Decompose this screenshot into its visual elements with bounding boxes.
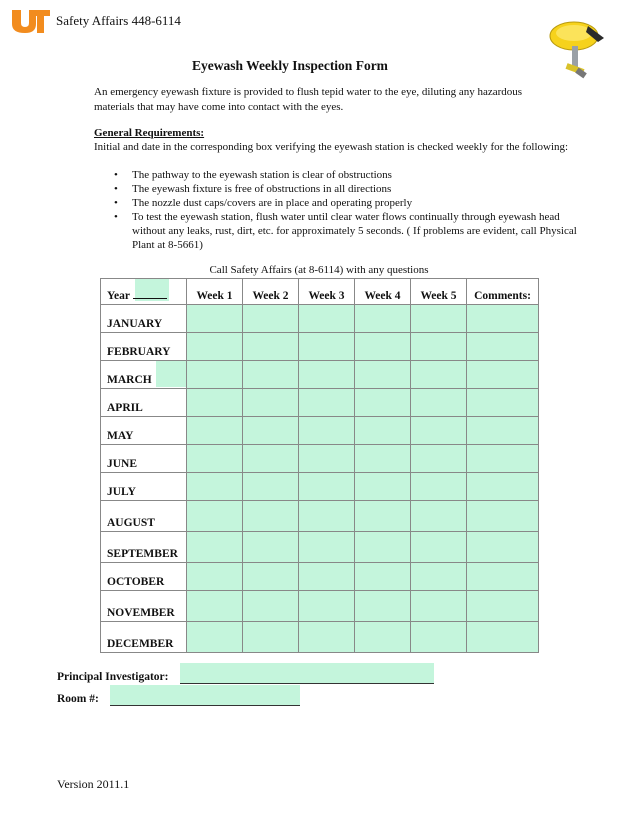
inspection-cell[interactable] — [243, 445, 299, 473]
inspection-cell[interactable] — [187, 361, 243, 389]
inspection-cell[interactable] — [187, 445, 243, 473]
column-header: Week 4 — [355, 279, 411, 305]
inspection-cell[interactable] — [411, 532, 467, 563]
requirements-list — [112, 168, 592, 252]
inspection-cell[interactable] — [299, 473, 355, 501]
inspection-cell[interactable] — [187, 333, 243, 361]
month-fill[interactable] — [156, 361, 186, 387]
table-row — [101, 501, 539, 532]
inspection-cell[interactable] — [187, 563, 243, 591]
inspection-cell[interactable] — [243, 591, 299, 622]
form-title: Eyewash Weekly Inspection Form — [192, 58, 388, 73]
month-name: OCTOBER — [107, 576, 165, 588]
year-blank — [133, 288, 167, 299]
inspection-cell[interactable] — [299, 445, 355, 473]
inspection-cell[interactable] — [299, 305, 355, 333]
month-label — [101, 389, 187, 417]
inspection-cell[interactable] — [187, 389, 243, 417]
inspection-cell[interactable] — [299, 333, 355, 361]
inspection-cell[interactable] — [467, 563, 539, 591]
inspection-cell[interactable] — [467, 361, 539, 389]
table-row — [101, 532, 539, 563]
ut-logo — [12, 8, 50, 39]
inspection-cell[interactable] — [467, 473, 539, 501]
inspection-cell[interactable] — [467, 532, 539, 563]
month-name: JUNE — [107, 458, 138, 470]
month-name: FEBRUARY — [107, 346, 171, 358]
month-label — [101, 563, 187, 591]
inspection-cell[interactable] — [411, 501, 467, 532]
table-row — [101, 473, 539, 501]
inspection-cell[interactable] — [355, 417, 411, 445]
inspection-cell[interactable] — [411, 389, 467, 417]
inspection-cell[interactable] — [411, 563, 467, 591]
inspection-cell[interactable] — [355, 305, 411, 333]
month-label — [101, 361, 187, 389]
month-name: MAY — [107, 430, 134, 442]
month-name: SEPTEMBER — [107, 548, 178, 560]
inspection-cell[interactable] — [411, 591, 467, 622]
inspection-cell[interactable] — [299, 389, 355, 417]
inspection-cell[interactable] — [243, 389, 299, 417]
eyewash-icon — [546, 16, 608, 85]
column-header: Week 5 — [411, 279, 467, 305]
inspection-cell[interactable] — [299, 563, 355, 591]
table-row — [101, 445, 539, 473]
column-header: Comments: — [467, 279, 539, 305]
inspection-cell[interactable] — [355, 591, 411, 622]
month-name: APRIL — [107, 402, 143, 414]
month-name: AUGUST — [107, 517, 155, 529]
inspection-cell[interactable] — [243, 333, 299, 361]
inspection-cell[interactable] — [187, 532, 243, 563]
column-header: Week 3 — [299, 279, 355, 305]
month-label — [101, 445, 187, 473]
inspection-table — [100, 278, 539, 653]
inspection-cell[interactable] — [411, 622, 467, 653]
pi-label: Principal Investigator: — [57, 671, 169, 683]
requirements-text: Initial and date in the corresponding box verifying the eyewash station is checked weekly for the following: — [94, 141, 569, 153]
inspection-cell[interactable] — [243, 622, 299, 653]
pi-input[interactable] — [180, 663, 434, 684]
table-row — [101, 622, 539, 653]
table-row — [101, 305, 539, 333]
month-label — [101, 333, 187, 361]
inspection-cell[interactable] — [355, 361, 411, 389]
month-label — [101, 622, 187, 653]
inspection-cell[interactable] — [187, 501, 243, 532]
inspection-cell[interactable] — [467, 622, 539, 653]
inspection-cell[interactable] — [467, 591, 539, 622]
inspection-cell[interactable] — [243, 361, 299, 389]
table-row — [101, 563, 539, 591]
table-header-row — [101, 279, 539, 305]
column-header: Week 2 — [243, 279, 299, 305]
inspection-cell[interactable] — [243, 417, 299, 445]
inspection-cell[interactable] — [467, 305, 539, 333]
inspection-cell[interactable] — [467, 417, 539, 445]
inspection-cell[interactable] — [411, 333, 467, 361]
month-name: JANUARY — [107, 318, 163, 330]
inspection-cell[interactable] — [355, 563, 411, 591]
inspection-cell[interactable] — [299, 622, 355, 653]
month-label — [101, 501, 187, 532]
month-label — [101, 417, 187, 445]
column-header: Week 1 — [187, 279, 243, 305]
inspection-cell[interactable] — [467, 501, 539, 532]
month-label — [101, 532, 187, 563]
inspection-cell[interactable] — [243, 532, 299, 563]
month-label — [101, 591, 187, 622]
inspection-cell[interactable] — [187, 622, 243, 653]
inspection-cell[interactable] — [299, 417, 355, 445]
inspection-cell[interactable] — [243, 305, 299, 333]
inspection-cell[interactable] — [411, 445, 467, 473]
inspection-cell[interactable] — [355, 333, 411, 361]
inspection-cell[interactable] — [299, 532, 355, 563]
inspection-cell[interactable] — [355, 389, 411, 417]
inspection-cell[interactable] — [467, 389, 539, 417]
inspection-cell[interactable] — [467, 445, 539, 473]
table-row — [101, 417, 539, 445]
inspection-cell[interactable] — [299, 501, 355, 532]
table-row — [101, 333, 539, 361]
inspection-cell[interactable] — [411, 417, 467, 445]
list-item: • The pathway to the eyewash station is clear of obstructions — [112, 168, 592, 182]
header-title: Safety Affairs 448-6114 — [56, 13, 181, 28]
inspection-cell[interactable] — [355, 501, 411, 532]
inspection-cell[interactable] — [187, 591, 243, 622]
inspection-cell[interactable] — [411, 473, 467, 501]
inspection-cell[interactable] — [243, 563, 299, 591]
year-label: Year — [107, 290, 130, 302]
list-item: • The nozzle dust caps/covers are in place and operating properly — [112, 196, 592, 210]
inspection-cell[interactable] — [355, 532, 411, 563]
inspection-cell[interactable] — [467, 333, 539, 361]
inspection-cell[interactable] — [243, 501, 299, 532]
version-label: Version 2011.1 — [57, 777, 130, 791]
inspection-cell[interactable] — [411, 361, 467, 389]
intro-paragraph: An emergency eyewash fixture is provided to flush tepid water to the eye, diluting any hazardous materials that may have come into contact with the eyes. — [94, 86, 523, 113]
table-row — [101, 361, 539, 389]
table-row — [101, 389, 539, 417]
month-label — [101, 305, 187, 333]
room-label: Room #: — [57, 693, 99, 705]
month-name: DECEMBER — [107, 638, 174, 650]
inspection-cell[interactable] — [187, 473, 243, 501]
inspection-cell[interactable] — [355, 445, 411, 473]
year-header — [101, 279, 187, 305]
call-line: Call Safety Affairs (at 8-6114) with any questions — [209, 264, 429, 276]
inspection-cell[interactable] — [411, 305, 467, 333]
room-input[interactable] — [110, 685, 300, 706]
inspection-cell[interactable] — [243, 473, 299, 501]
inspection-cell[interactable] — [187, 417, 243, 445]
table-row — [101, 591, 539, 622]
month-name: MARCH — [107, 374, 152, 386]
inspection-cell[interactable] — [355, 622, 411, 653]
inspection-cell[interactable] — [299, 361, 355, 389]
inspection-cell[interactable] — [187, 305, 243, 333]
list-item: • To test the eyewash station, flush water until clear water flows continually through eyewash head without any leaks, rust, dirt, etc. for approximately 5 seconds. ( If problems are evident, call Physical Plant at 8-5661) — [112, 210, 592, 252]
month-name: JULY — [107, 486, 136, 498]
month-label — [101, 473, 187, 501]
month-name: NOVEMBER — [107, 607, 175, 619]
inspection-cell[interactable] — [355, 473, 411, 501]
requirements-heading: General Requirements: — [94, 127, 205, 139]
inspection-cell[interactable] — [299, 591, 355, 622]
list-item: • The eyewash fixture is free of obstructions in all directions — [112, 182, 592, 196]
